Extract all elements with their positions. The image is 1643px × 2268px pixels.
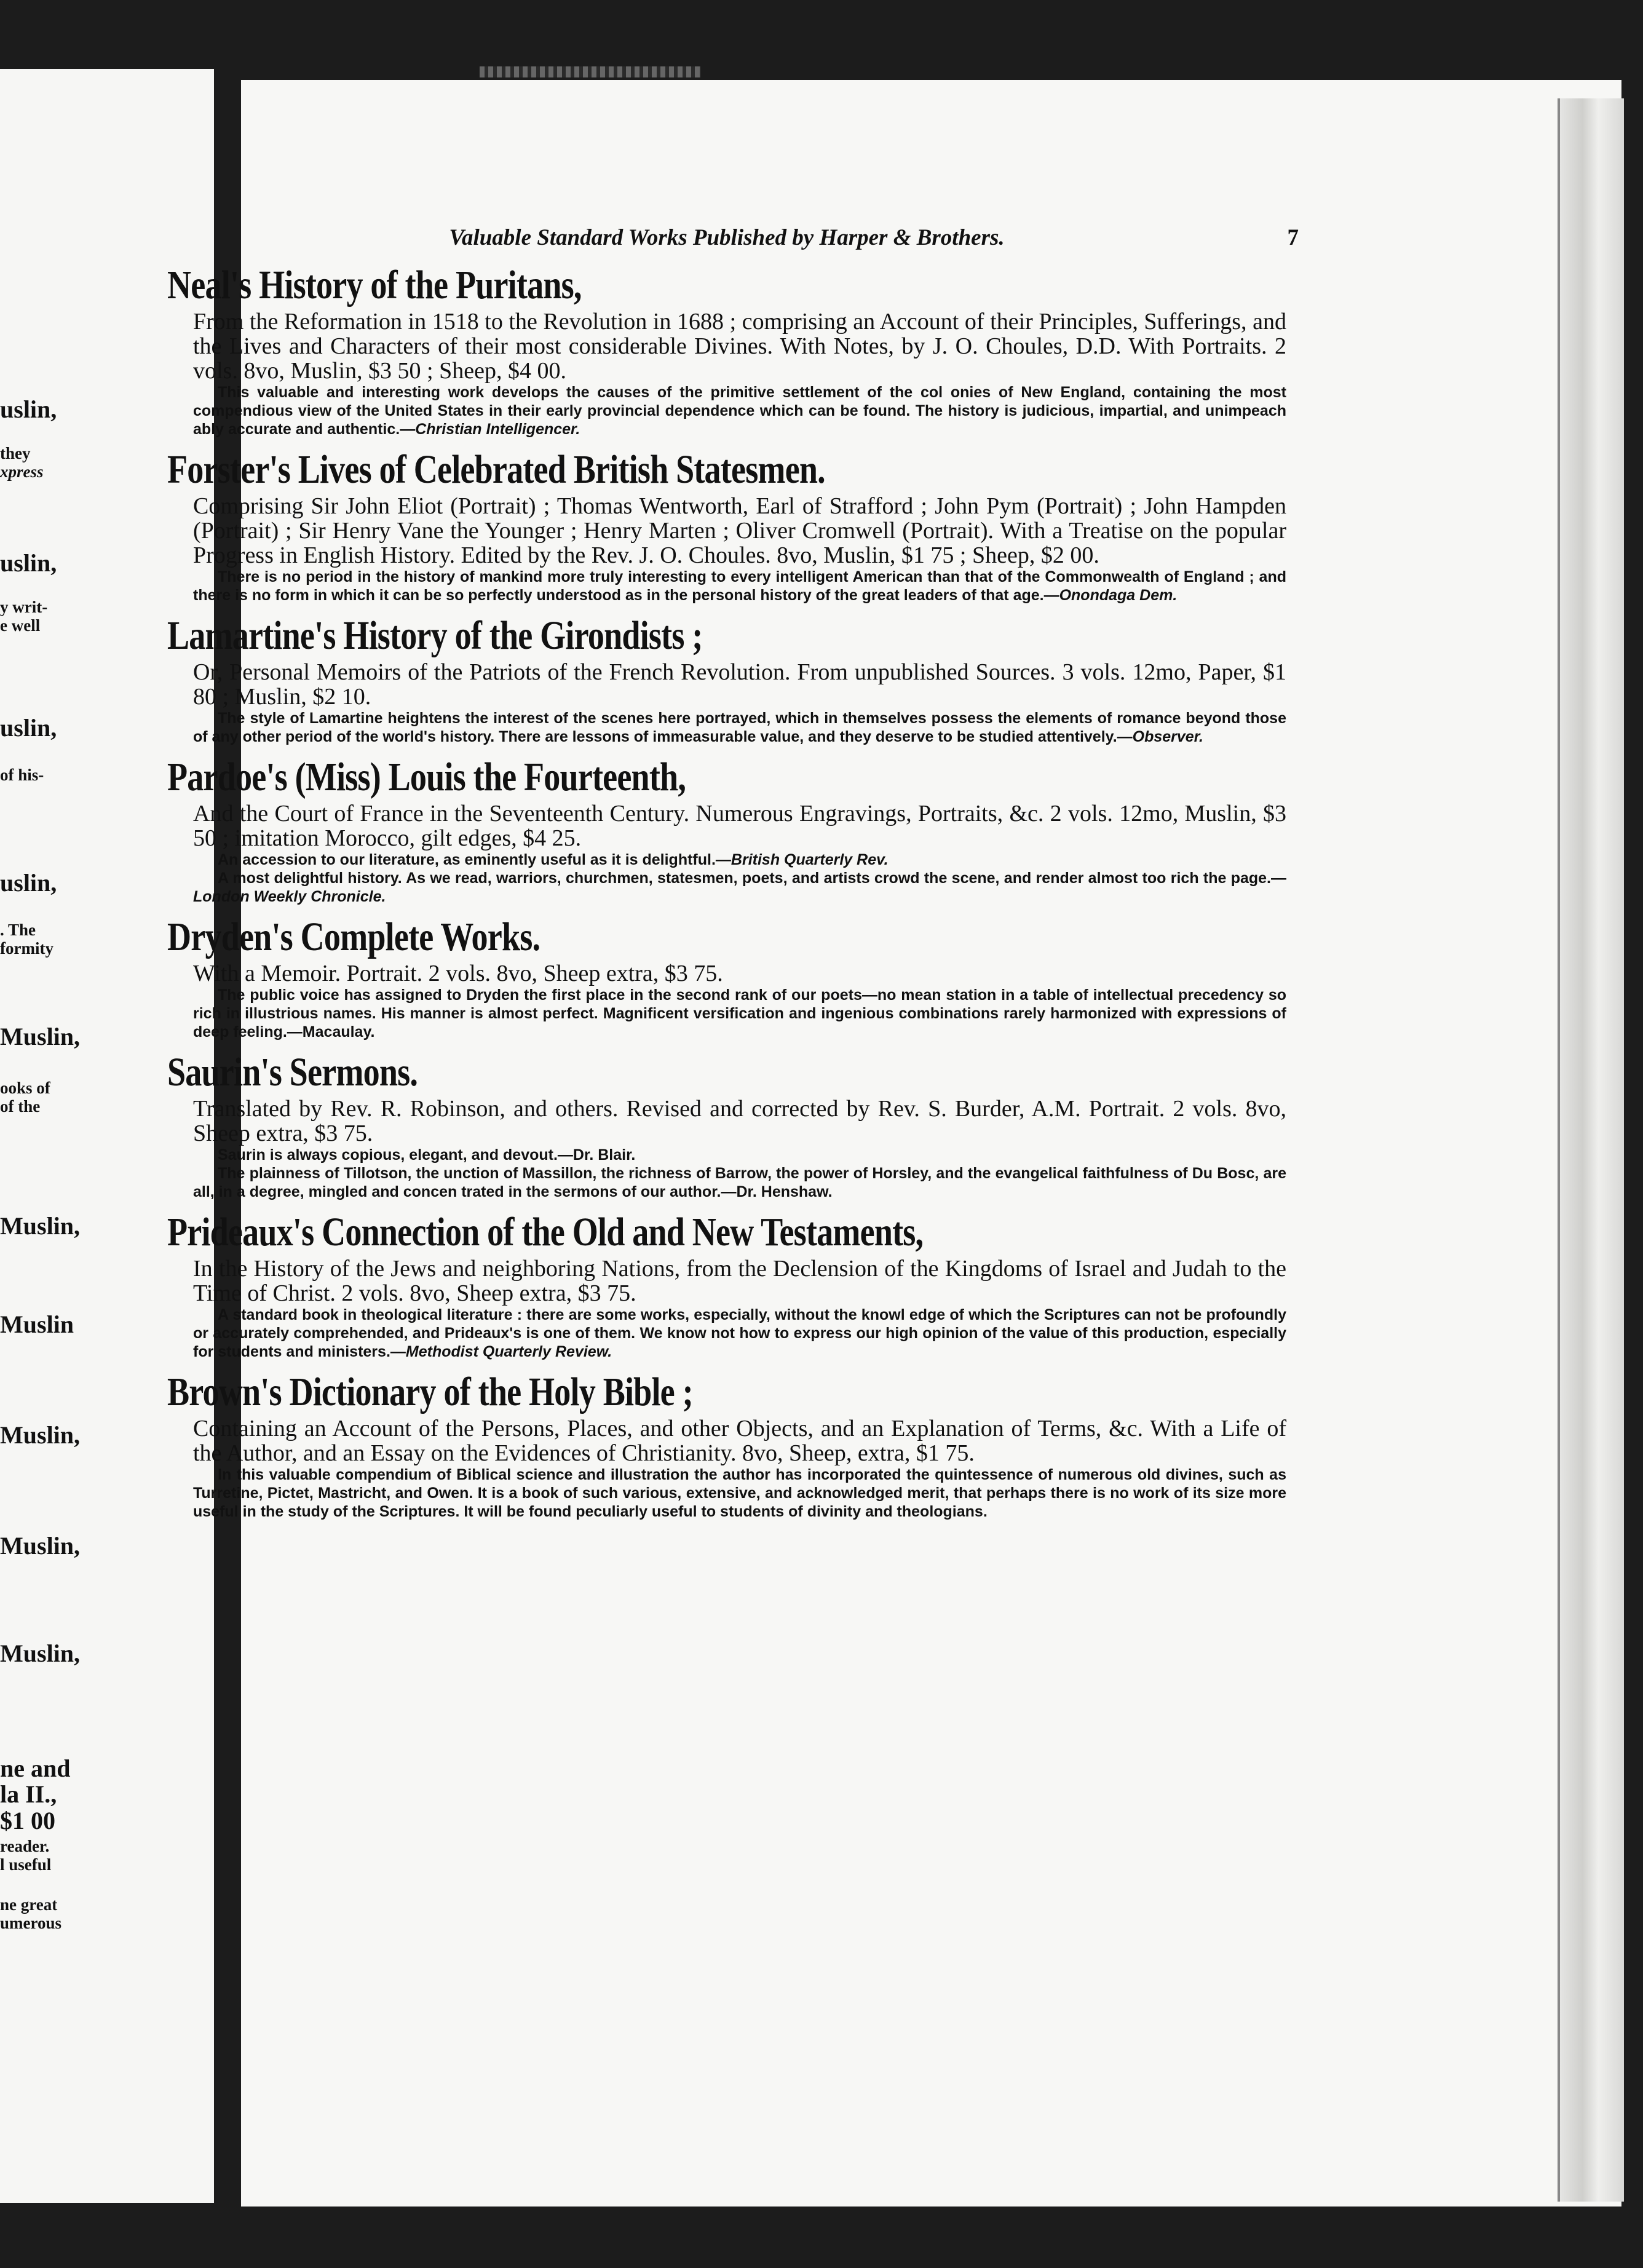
review-text: There is no period in the history of mankind more truly interesting to every intelligent American than that of the Commonwealth of England ; and there is no form in which it can be so perfectly understood as in the personal history of the great leaders of that age.— bbox=[193, 568, 1286, 604]
left-fragment: Muslin bbox=[0, 1310, 74, 1338]
review-source: Methodist Quarterly Review. bbox=[405, 1343, 612, 1360]
review-quote bbox=[167, 1146, 1286, 1164]
review-quote bbox=[167, 850, 1286, 869]
review-source: British Quarterly Rev. bbox=[730, 851, 889, 868]
entry-spacer bbox=[167, 1201, 1286, 1208]
entry-spacer bbox=[167, 1361, 1286, 1368]
book-entry bbox=[167, 753, 1286, 913]
left-fragment: Muslin, bbox=[0, 1212, 81, 1240]
review-quote bbox=[167, 1164, 1286, 1201]
left-fragment: ne great bbox=[0, 1895, 58, 1914]
entry-spacer bbox=[167, 1521, 1286, 1528]
page-number: 7 bbox=[1287, 225, 1299, 250]
book-title: Brown's Dictionary of the Holy Bible ; bbox=[167, 1370, 693, 1414]
book-title: Saurin's Sermons. bbox=[167, 1050, 418, 1095]
book-entry bbox=[167, 612, 1286, 753]
review-text: A most delightful history. As we read, warriors, churchmen, statesmen, poets, and artists crowd the scene, and render almost too rich the page.— bbox=[218, 870, 1286, 887]
entry-spacer bbox=[167, 1041, 1286, 1049]
book-entry bbox=[167, 261, 1286, 446]
left-fragment: . The bbox=[0, 921, 36, 939]
book-title: Lamartine's History of the Girondists ; bbox=[167, 613, 703, 658]
left-fragment: l useful bbox=[0, 1855, 52, 1874]
left-fragment: umerous bbox=[0, 1914, 62, 1932]
book-description: Or, Personal Memoirs of the Patriots of the French Revolution. From unpublished Sources. 3 vols. 12mo, Paper, $1 80 ; Muslin, $2 10. bbox=[193, 659, 1286, 710]
book-title: Pardoe's (Miss) Louis the Fourteenth, bbox=[167, 755, 686, 799]
book-description: Translated by Rev. R. Robinson, and others. Revised and corrected by Rev. S. Burder, A.M. Portrait. 2 vols. 8vo, Sheep extra, $3 75. bbox=[193, 1096, 1286, 1146]
review-quote bbox=[167, 709, 1286, 746]
review-text: The plainness of Tillotson, the unction of Massillon, the richness of Barrow, the power of Horsley, and the evangelical faithfulness of Du Bosc, are all, in a degree, mingled and concen trated in the sermons of our author.—Dr. Henshaw. bbox=[193, 1165, 1286, 1200]
review-text: The public voice has assigned to Dryden the first place in the second rank of our poets—no mean station in a table of intellectual precedency so rich in illustrious names. His manner is almost perfect. Magnificent versification and ingenious combinations rarely harmonized with expressions of deep feeling.—Macaulay. bbox=[193, 986, 1286, 1041]
left-fragment: uslin, bbox=[0, 869, 57, 897]
review-quote bbox=[167, 568, 1286, 605]
top-binding-strip bbox=[480, 66, 701, 77]
book-description: From the Reformation in 1518 to the Revolution in 1688 ; comprising an Account of their Principles, Sufferings, and the Lives and Characters of their most considerable Divines. With Notes, by J. O. Choules, D.D. With Portraits. 2 vols. 8vo, Muslin, $3 50 ; Sheep, $4 00. bbox=[193, 309, 1286, 384]
left-fragment: ne and bbox=[0, 1755, 71, 1782]
review-source: Onondaga Dem. bbox=[1059, 587, 1178, 604]
review-quote bbox=[167, 1465, 1286, 1521]
left-fragment: e well bbox=[0, 616, 41, 635]
running-head bbox=[167, 224, 1299, 261]
review-quote bbox=[167, 869, 1286, 906]
book-title: Neal's History of the Puritans, bbox=[167, 263, 582, 307]
book-title: Dryden's Complete Works. bbox=[167, 914, 540, 959]
left-fragment: of the bbox=[0, 1097, 41, 1116]
entry-spacer bbox=[167, 438, 1286, 446]
book-description: Containing an Account of the Persons, Places, and other Objects, and an Explanation of Terms, &c. With a Life of the Author, and an Essay on the Evidences of Christianity. 8vo, Sheep, extra, $1 75. bbox=[193, 1416, 1286, 1466]
left-fragment: they bbox=[0, 444, 31, 462]
left-fragment: la II., bbox=[0, 1780, 57, 1808]
left-fragment: uslin, bbox=[0, 395, 57, 423]
book-description: Comprising Sir John Eliot (Portrait) ; Thomas Wentworth, Earl of Strafford ; John Pym (Portrait) ; John Hampden (Portrait) ; Sir Henry Vane the Younger ; Henry Marten ; Oliver Cromwell (Portrait). With a Treatise on the popular Progress in English History. Edited by the Rev. J. O. Choules. 8vo, Muslin, $1 75 ; Sheep, $2 00. bbox=[193, 493, 1286, 568]
left-fragment: uslin, bbox=[0, 549, 57, 577]
entry-list bbox=[167, 261, 1286, 1528]
review-quote bbox=[167, 986, 1286, 1041]
book-description: In the History of the Jews and neighboring Nations, from the Declension of the Kingdoms of Israel and Judah to the Time of Christ. 2 vols. 8vo, Sheep extra, $3 75. bbox=[193, 1256, 1286, 1306]
book-entry bbox=[167, 1208, 1286, 1368]
left-fragment: reader. bbox=[0, 1837, 50, 1855]
left-fragment: $1 00 bbox=[0, 1807, 55, 1834]
left-fragment: Muslin, bbox=[0, 1640, 81, 1667]
review-quote bbox=[167, 383, 1286, 438]
book-entry bbox=[167, 1049, 1286, 1208]
left-fragment: Muslin, bbox=[0, 1023, 81, 1050]
left-fragment: of his- bbox=[0, 766, 44, 784]
review-source: Observer. bbox=[1132, 728, 1203, 745]
book-entry bbox=[167, 1368, 1286, 1528]
left-fragment: Muslin, bbox=[0, 1421, 81, 1449]
entry-spacer bbox=[167, 906, 1286, 913]
review-quote bbox=[167, 1306, 1286, 1361]
left-fragment: Muslin, bbox=[0, 1532, 81, 1560]
review-text: In this valuable compendium of Biblical science and illustration the author has incorporated the quintessence of numerous old divines, such as Turretine, Pictet, Mastricht, and Owen. It is a book of such various, extensive, and acknowledged merit, that perhaps there is no work of its size more useful in the study of the Scriptures. It will be found peculiarly useful to students of divinity and theologians. bbox=[193, 1466, 1286, 1520]
entry-spacer bbox=[167, 746, 1286, 753]
book-description: And the Court of France in the Seventeenth Century. Numerous Engravings, Portraits, &c. 2 vols. 12mo, Muslin, $3 50 ; imitation Morocco, gilt edges, $4 25. bbox=[193, 801, 1286, 851]
left-fragment: formity bbox=[0, 939, 53, 958]
review-text: The style of Lamartine heightens the interest of the scenes here portrayed, which in themselves possess the elements of romance beyond those of any other period of the world's history. There are lessons of immeasurable value, and they deserve to be studied attentively.— bbox=[193, 710, 1286, 745]
book-title: Prideaux's Connection of the Old and New Testaments, bbox=[167, 1210, 924, 1255]
review-text: An accession to our literature, as eminently useful as it is delightful.— bbox=[218, 851, 731, 868]
entry-spacer bbox=[167, 605, 1286, 612]
review-text: A standard book in theological literature : there are some works, especially, without the knowl edge of which the Scriptures can not be profoundly or accurately comprehended, and Prideaux's is one of them. We know not how to express our high opinion of the value of this production, especially for students and ministers.— bbox=[193, 1306, 1286, 1360]
left-fragment: xpress bbox=[0, 462, 44, 481]
page-content bbox=[167, 224, 1299, 1528]
review-source: Christian Intelligencer. bbox=[415, 421, 580, 438]
left-fragment: uslin, bbox=[0, 714, 57, 742]
review-text: Saurin is always copious, elegant, and devout.—Dr. Blair. bbox=[218, 1146, 636, 1164]
review-source: London Weekly Chronicle. bbox=[193, 888, 386, 905]
left-fragment: ooks of bbox=[0, 1079, 50, 1097]
running-head-text: Valuable Standard Works Published by Harper & Brothers. bbox=[449, 225, 1005, 250]
book-title: Forster's Lives of Celebrated British Statesmen. bbox=[167, 447, 825, 492]
book-entry bbox=[167, 913, 1286, 1049]
book-description: With a Memoir. Portrait. 2 vols. 8vo, Sheep extra, $3 75. bbox=[193, 961, 723, 986]
review-text: This valuable and interesting work develops the causes of the primitive settlement of the col onies of New England, containing the most compendious view of the United States in their early provincial dependence which can be found. The history is judicious, impartial, and unimpeach ably accurate and authentic.— bbox=[193, 384, 1286, 438]
book-entry bbox=[167, 446, 1286, 612]
page-edge-shadow bbox=[1558, 98, 1624, 2202]
left-fragment: y writ- bbox=[0, 598, 48, 616]
